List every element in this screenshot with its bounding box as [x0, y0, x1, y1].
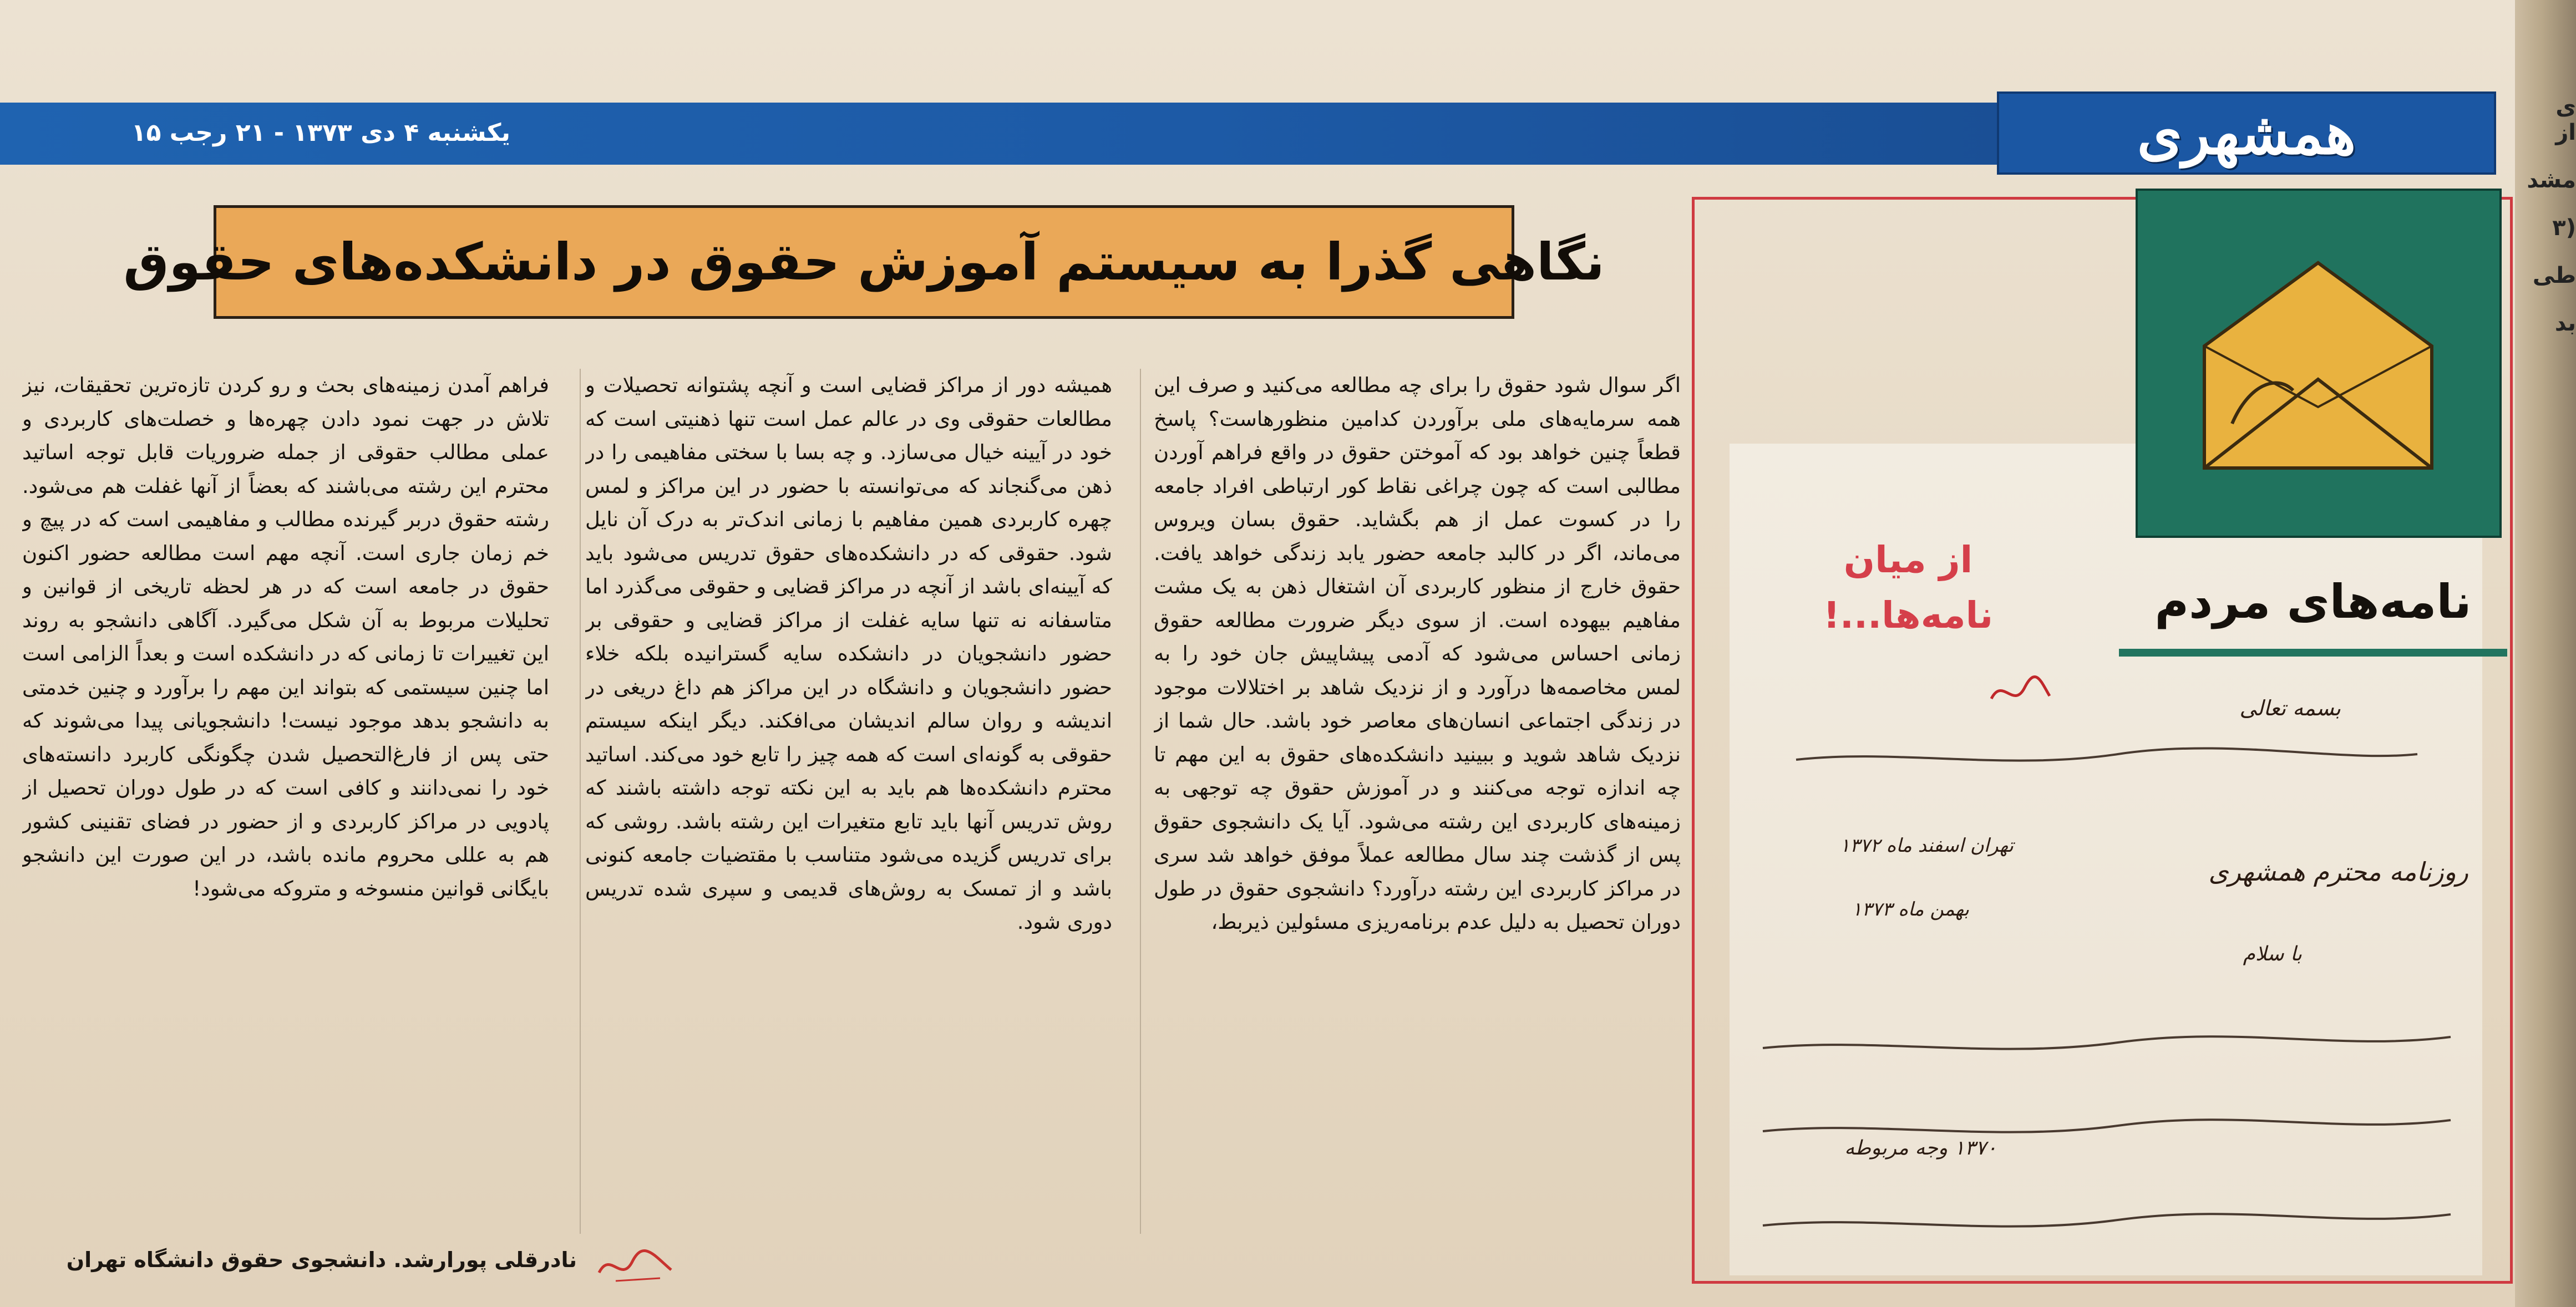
- masthead: [1997, 91, 2496, 175]
- letters-teaser: از میان نامه‌ها...!: [1823, 538, 1994, 637]
- envelope-icon: [2188, 241, 2448, 485]
- article-author: نادرقلی پورارشد. دانشجوی حقوق دانشگاه تهران: [66, 1248, 577, 1272]
- letter-date-mid: ۱۳۷۰ وجه مربوطه: [1844, 1137, 1997, 1159]
- article-column-2: [585, 369, 1112, 1234]
- editor-signature: [594, 1239, 677, 1289]
- article-column-3: [22, 369, 549, 1212]
- letters-logo: [2136, 189, 2502, 538]
- article-headline-box: [123, 205, 1605, 319]
- adjacent-page-edge: ی از مشد (۳ طی بد: [2527, 94, 2576, 336]
- column-separator: [1140, 369, 1141, 1234]
- issue-date: یکشنبه ۴ دی ۱۳۷۳ - ۲۱ رجب ۱۵: [131, 119, 510, 147]
- letter-salutation: بسمه تعالی: [2239, 696, 2341, 720]
- section-rule: [2119, 649, 2507, 657]
- column-separator: [580, 369, 581, 1234]
- letters-section-title: نامه‌های مردم: [2154, 574, 2472, 629]
- article-paragraph: اگر سوال شود حقوق را برای چه مطالعه می‌کنید و صرف این همه سرمایه‌های ملی برآوردن کدامین منظورهاست؟ پاسخ قطعاً چنین خواهد بود که آموختن حقوق در واقع فراهم آوردن مطالبی است که چون چراغی نقاط کور ارتباطی افراد جامعه را در کسوت عمل از هم بگشاید. حقوق بسان ویروس می‌ماند، اگر در کالبد جامعه حضور یابد زندگی خواهد یافت. حقوق خارج از منظور کاربردی آن اشتغال ذهن به یک مشت مفاهیم بیهوده است. از سوی دیگر ضرورت مطالعه حقوق زمانی احساس می‌شود که آدمی پیشاپیش جان خود را به لمس مخاصمه‌ها درآورد و از نزدیک شاهد بر اختلالات موجود در زندگی اجتماعی انسان‌های معاصر خود باشد. حال شما از نزدیک شاهد شوید و ببینید دانشکده‌های حقوق به این مهم تا چه اندازه توجه می‌کنند و در آموزش حقوق چه توجهی به زمینه‌های کاربردی این رشته می‌شود. آیا یک دانشجوی حقوق پس از گذشت چند سال مطالعه عملاً موفق خواهد شد سری در مراکز کاربردی این رشته درآورد؟ دانشجوی حقوق در طول دوران تحصیل به دلیل عدم برنامه‌ریزی مسئولین ذیربط،: [1154, 373, 1681, 934]
- letter-red-mark: [1986, 671, 2052, 715]
- article-headline: نگاهی گذرا به سیستم آموزش حقوق در دانشکده‌های حقوق: [123, 232, 1605, 292]
- letter-address: روزنامه محترم همشهری: [2208, 857, 2468, 887]
- article-paragraph: فراهم آمدن زمینه‌های بحث و رو کردن تازه‌ترین تحقیقات، نیز تلاش در جهت نمود دادن چهره‌ها و خصلت‌های کاربردی و عملی مطالب حقوقی از جمله ضروریات قابل توجه اساتید محترم این رشته می‌باشند که بعضاً از آنها غفلت هم می‌شود. رشته حقوق دربر گیرنده مطالب و مفاهیمی است که در پیچ و خم زمان جاری است. آنچه مهم است مطالعه حضور اکنون حقوق در جامعه است که در هر لحظه تاریخی از قوانین و تحلیلات مربوط به آن شکل می‌گیرد. آگاهی دانشجو به روند این تغییرات تا زمانی که در دانشکده است و بعداً الزامی است اما چنین سیستمی که بتواند این مهم را برآورد و چنین خدمتی به دانشجو بدهد موجود نیست! دانشجویانی پیدا می‌شوند که حتی پس از فارغ‌التحصیل شدن چگونگی کاربرد دانسته‌های خود را نمی‌دانند و کافی است که در طول دوران تحصیل از پادویی در مراکز کاربردی و از حضور در فضای تقنینی کشور هم به عللی محروم مانده باشد، در این صورت این دانشجو بایگانی قوانین منسوخه و متروکه می‌شود!: [22, 373, 549, 901]
- letter-date-bottom: بهمن ماه ۱۳۷۳: [1852, 898, 1969, 921]
- masthead-title: همشهری: [2137, 99, 2356, 167]
- article-paragraph: همیشه دور از مراکز قضایی است و آنچه پشتوانه تحصیلات و مطالعات حقوقی وی در عالم عمل است تنها ذهنیتی است که خود در آیینه خیال می‌سازد. و چه بسا با سختی مفاهیمی را در ذهن می‌گنجاند که می‌توانسته با حضور در این مراکز و لمس چهره کاربردی همین مفاهیم با زمانی اندک‌تر به درک آن نایل شود. حقوقی که در دانشکده‌های حقوق تدریس می‌شود باید که آیینه‌ای باشد از آنچه در مراکز قضایی و حقوقی می‌گذرد اما متاسفانه نه تنها سایه غفلت از مراکز قضایی و حقوقی بر حضور دانشجویان در دانشکده سایه گسترانیده بلکه خلاء حضور دانشجویان و دانشگاه در این مراکز هم داغ دریغی در اندیشه و روان سالم اندیشان می‌افکند. دیگر اینکه سیستم حقوقی به گونه‌ای است که همه چیز را تابع خود می‌کند. اساتید محترم دانشکده‌ها هم باید به این نکته توجه داشته باشند که روش تدریس آنها باید تابع متغیرات این رشته باشد. روشی که برای تدریس گزیده می‌شود متناسب با مقتضیات جامعه کنونی باشد و از تمسک به روش‌های قدیمی و سپری شده تدریس دوری شود.: [585, 373, 1112, 934]
- article-column-1: [1154, 369, 1681, 1234]
- letter-date-top: تهران اسفند ماه ۱۳۷۲: [1839, 835, 2014, 857]
- letter-greeting: با سلام: [2243, 943, 2302, 965]
